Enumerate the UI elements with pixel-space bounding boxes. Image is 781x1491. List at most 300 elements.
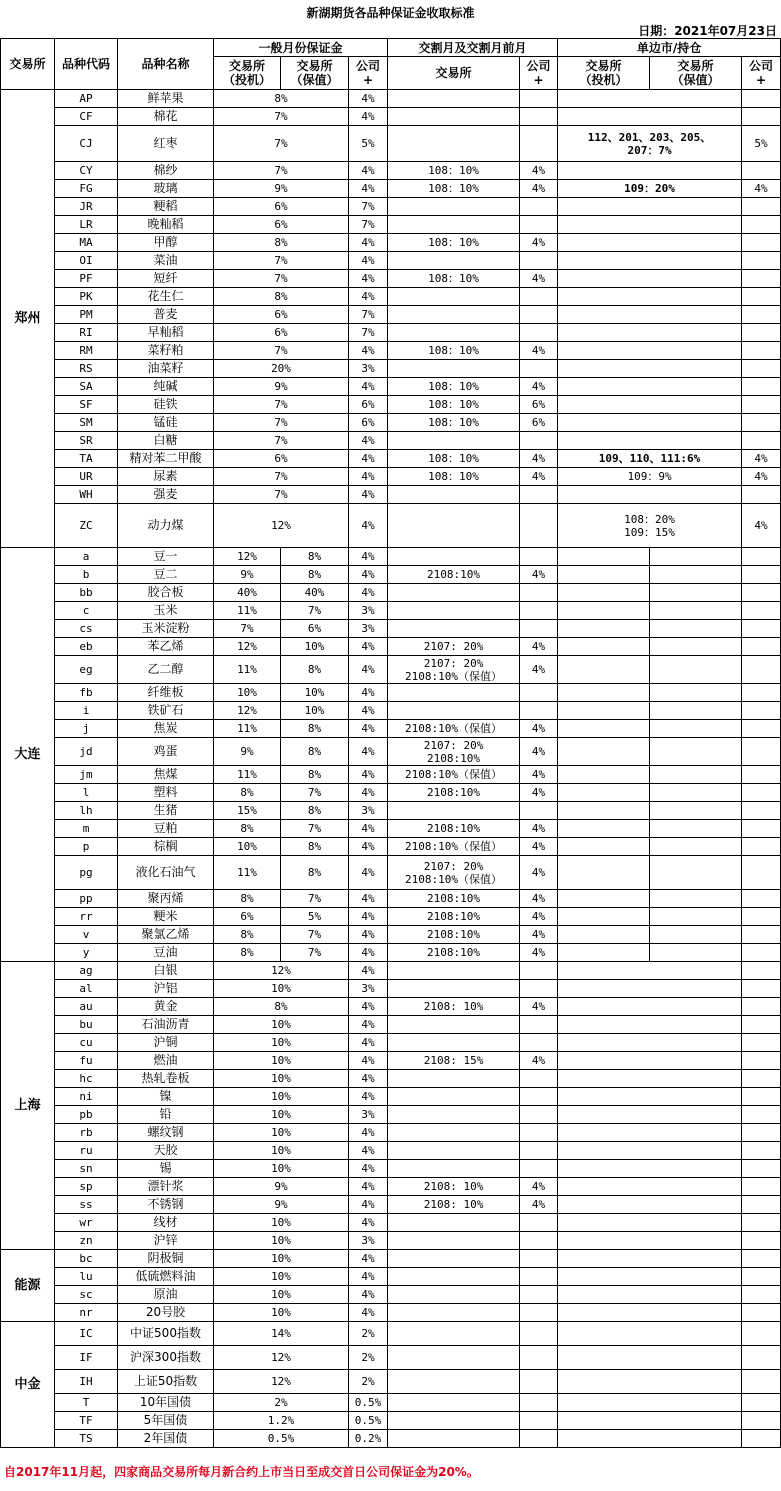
unilateral-company: [742, 216, 781, 234]
general-margin-speculative: 6%: [214, 908, 281, 926]
unilateral-company: [742, 548, 781, 566]
table-row: [1, 288, 781, 306]
general-company-margin: 3%: [349, 1232, 388, 1250]
product-name: 棉花: [118, 108, 214, 126]
header-unilateral-company: 公司 +: [742, 57, 781, 90]
general-company-margin: 4%: [349, 162, 388, 180]
product-name: 塑料: [118, 784, 214, 802]
table-row: [1, 962, 781, 980]
delivery-company-margin: 4%: [520, 566, 558, 584]
product-code: AP: [55, 90, 118, 108]
general-margin: 10%: [214, 1070, 349, 1088]
general-margin-speculative: 9%: [214, 566, 281, 584]
unilateral-margin: [558, 306, 742, 324]
delivery-company-margin: [520, 486, 558, 504]
general-company-margin: 5%: [349, 126, 388, 162]
general-margin: 10%: [214, 1304, 349, 1322]
table-row: [1, 504, 781, 548]
unilateral-margin: [558, 414, 742, 432]
product-code: SF: [55, 396, 118, 414]
delivery-margin: 2108:10%: [388, 820, 520, 838]
unilateral-margin: [558, 1304, 742, 1322]
general-company-margin: 2%: [349, 1370, 388, 1394]
unilateral-speculative: [558, 908, 650, 926]
unilateral-hedge: [650, 944, 742, 962]
general-company-margin: 4%: [349, 944, 388, 962]
table-row: [1, 396, 781, 414]
unilateral-margin: [558, 1088, 742, 1106]
table-row: [1, 1412, 781, 1430]
table-row: [1, 926, 781, 944]
product-code: RI: [55, 324, 118, 342]
product-name: 镍: [118, 1088, 214, 1106]
general-company-margin: 4%: [349, 342, 388, 360]
product-code: fb: [55, 684, 118, 702]
general-margin: 9%: [214, 378, 349, 396]
delivery-margin: [388, 602, 520, 620]
unilateral-speculative: [558, 548, 650, 566]
unilateral-speculative: [558, 684, 650, 702]
table-row: [1, 1250, 781, 1268]
product-code: eb: [55, 638, 118, 656]
unilateral-company: 4%: [742, 180, 781, 198]
general-margin: 1.2%: [214, 1412, 349, 1430]
product-code: CF: [55, 108, 118, 126]
table-row: [1, 1286, 781, 1304]
general-margin-hedge: 10%: [281, 684, 349, 702]
general-margin: 8%: [214, 90, 349, 108]
unilateral-company: [742, 926, 781, 944]
unilateral-margin: [558, 1250, 742, 1268]
unilateral-margin: [558, 1124, 742, 1142]
unilateral-company: [742, 288, 781, 306]
general-margin-hedge: 5%: [281, 908, 349, 926]
general-margin-hedge: 10%: [281, 638, 349, 656]
delivery-margin: 2108:10%（保值）: [388, 720, 520, 738]
delivery-margin: [388, 288, 520, 306]
table-row: [1, 108, 781, 126]
delivery-margin: 2108:10%: [388, 908, 520, 926]
delivery-company-margin: 4%: [520, 450, 558, 468]
delivery-company-margin: 4%: [520, 162, 558, 180]
delivery-margin: [388, 90, 520, 108]
unilateral-company: [742, 270, 781, 288]
general-margin-hedge: 7%: [281, 890, 349, 908]
delivery-margin: [388, 486, 520, 504]
unilateral-hedge: [650, 602, 742, 620]
product-code: jm: [55, 766, 118, 784]
general-company-margin: 4%: [349, 1268, 388, 1286]
unilateral-margin: [558, 1160, 742, 1178]
delivery-company-margin: 4%: [520, 838, 558, 856]
product-name: 2年国债: [118, 1430, 214, 1448]
unilateral-company: 4%: [742, 450, 781, 468]
delivery-margin: [388, 1370, 520, 1394]
unilateral-company: [742, 1304, 781, 1322]
general-margin-hedge: 7%: [281, 944, 349, 962]
delivery-margin: [388, 216, 520, 234]
general-company-margin: 4%: [349, 180, 388, 198]
delivery-margin: 2107: 20% 2108:10%（保值）: [388, 656, 520, 684]
unilateral-company: [742, 802, 781, 820]
delivery-company-margin: 4%: [520, 270, 558, 288]
product-code: SR: [55, 432, 118, 450]
unilateral-company: [742, 620, 781, 638]
general-company-margin: 4%: [349, 486, 388, 504]
general-margin-speculative: 8%: [214, 926, 281, 944]
delivery-margin: 2108: 10%: [388, 998, 520, 1016]
general-margin: 10%: [214, 1160, 349, 1178]
product-code: T: [55, 1394, 118, 1412]
table-row: [1, 1052, 781, 1070]
delivery-margin: 108：10%: [388, 468, 520, 486]
product-name: 铁矿石: [118, 702, 214, 720]
product-name: 豆油: [118, 944, 214, 962]
unilateral-company: [742, 396, 781, 414]
unilateral-margin: [558, 1268, 742, 1286]
general-margin: 10%: [214, 1052, 349, 1070]
general-company-margin: 0.2%: [349, 1430, 388, 1448]
table-row: [1, 656, 781, 684]
product-code: IC: [55, 1322, 118, 1346]
unilateral-hedge: [650, 890, 742, 908]
delivery-margin: [388, 1394, 520, 1412]
unilateral-company: [742, 1088, 781, 1106]
unilateral-company: [742, 234, 781, 252]
general-company-margin: 4%: [349, 1034, 388, 1052]
delivery-company-margin: 4%: [520, 1196, 558, 1214]
product-code: y: [55, 944, 118, 962]
product-name: 低硫燃料油: [118, 1268, 214, 1286]
delivery-margin: 2108:10%: [388, 926, 520, 944]
unilateral-speculative: [558, 738, 650, 766]
product-name: 白银: [118, 962, 214, 980]
general-margin: 7%: [214, 162, 349, 180]
general-margin: 0.5%: [214, 1430, 349, 1448]
table-row: [1, 620, 781, 638]
delivery-margin: [388, 1070, 520, 1088]
general-company-margin: 4%: [349, 1304, 388, 1322]
table-row: [1, 1178, 781, 1196]
unilateral-margin: 109：20%: [558, 180, 742, 198]
table-row: [1, 784, 781, 802]
delivery-margin: [388, 1304, 520, 1322]
general-margin: 7%: [214, 342, 349, 360]
unilateral-company: [742, 1412, 781, 1430]
general-company-margin: 7%: [349, 216, 388, 234]
delivery-margin: 108：10%: [388, 270, 520, 288]
product-code: i: [55, 702, 118, 720]
delivery-margin: [388, 1346, 520, 1370]
unilateral-company: [742, 1124, 781, 1142]
table-row: [1, 198, 781, 216]
product-name: 锰硅: [118, 414, 214, 432]
general-margin: 14%: [214, 1322, 349, 1346]
general-company-margin: 3%: [349, 802, 388, 820]
product-name: 鸡蛋: [118, 738, 214, 766]
table-row: [1, 414, 781, 432]
general-margin: 6%: [214, 306, 349, 324]
product-name: 粳稻: [118, 198, 214, 216]
product-code: fu: [55, 1052, 118, 1070]
delivery-company-margin: 4%: [520, 468, 558, 486]
unilateral-company: [742, 162, 781, 180]
product-code: v: [55, 926, 118, 944]
delivery-company-margin: 4%: [520, 1052, 558, 1070]
delivery-margin: [388, 620, 520, 638]
delivery-company-margin: [520, 1322, 558, 1346]
product-name: 甲醇: [118, 234, 214, 252]
delivery-company-margin: [520, 1304, 558, 1322]
product-name: 菜籽粕: [118, 342, 214, 360]
product-name: 聚丙烯: [118, 890, 214, 908]
product-name: 沪锌: [118, 1232, 214, 1250]
sheet-title: 新湖期货各品种保证金收取标准: [306, 6, 475, 20]
product-code: wr: [55, 1214, 118, 1232]
product-name: 沪铝: [118, 980, 214, 998]
general-margin: 8%: [214, 288, 349, 306]
general-company-margin: 4%: [349, 820, 388, 838]
table-row: [1, 1268, 781, 1286]
unilateral-hedge: [650, 820, 742, 838]
product-name: 10年国债: [118, 1394, 214, 1412]
product-code: jd: [55, 738, 118, 766]
general-company-margin: 4%: [349, 784, 388, 802]
product-name: 沪铜: [118, 1034, 214, 1052]
header-delivery-month: 交割月及交割月前月: [388, 39, 558, 57]
table-row: [1, 1232, 781, 1250]
product-code: au: [55, 998, 118, 1016]
general-company-margin: 6%: [349, 414, 388, 432]
general-margin: 6%: [214, 450, 349, 468]
general-company-margin: 6%: [349, 396, 388, 414]
product-name: 20号胶: [118, 1304, 214, 1322]
delivery-margin: [388, 802, 520, 820]
product-name: 纯碱: [118, 378, 214, 396]
exchange-group-dalian: 大连: [1, 548, 55, 962]
product-code: pp: [55, 890, 118, 908]
delivery-margin: 2108: 10%: [388, 1178, 520, 1196]
product-name: 短纤: [118, 270, 214, 288]
general-margin-hedge: 8%: [281, 856, 349, 890]
delivery-company-margin: 4%: [520, 890, 558, 908]
product-name: 焦炭: [118, 720, 214, 738]
product-code: TF: [55, 1412, 118, 1430]
table-row: [1, 720, 781, 738]
general-margin-hedge: 8%: [281, 766, 349, 784]
unilateral-company: [742, 432, 781, 450]
general-margin: 10%: [214, 1016, 349, 1034]
delivery-company-margin: [520, 1016, 558, 1034]
general-margin: 12%: [214, 962, 349, 980]
product-code: SA: [55, 378, 118, 396]
general-company-margin: 4%: [349, 684, 388, 702]
delivery-company-margin: [520, 1160, 558, 1178]
delivery-company-margin: [520, 504, 558, 548]
delivery-company-margin: [520, 1070, 558, 1088]
general-margin-hedge: 6%: [281, 620, 349, 638]
unilateral-company: [742, 702, 781, 720]
delivery-margin: 2108:10%: [388, 566, 520, 584]
table-row: [1, 684, 781, 702]
unilateral-speculative: [558, 602, 650, 620]
general-company-margin: 4%: [349, 1070, 388, 1088]
delivery-company-margin: [520, 980, 558, 998]
product-code: a: [55, 548, 118, 566]
table-row: [1, 1430, 781, 1448]
table-row: [1, 360, 781, 378]
general-company-margin: 4%: [349, 856, 388, 890]
header-unilateral: 单边市/持仓: [558, 39, 781, 57]
general-margin-hedge: 7%: [281, 784, 349, 802]
product-name: 棕榈: [118, 838, 214, 856]
delivery-company-margin: 4%: [520, 378, 558, 396]
product-name: 线材: [118, 1214, 214, 1232]
unilateral-margin: [558, 1016, 742, 1034]
general-margin: 6%: [214, 198, 349, 216]
general-margin: 10%: [214, 980, 349, 998]
delivery-margin: [388, 1016, 520, 1034]
product-code: UR: [55, 468, 118, 486]
unilateral-speculative: [558, 944, 650, 962]
product-code: ZC: [55, 504, 118, 548]
unilateral-company: [742, 1196, 781, 1214]
general-margin: 20%: [214, 360, 349, 378]
table-row: [1, 738, 781, 766]
general-company-margin: 3%: [349, 360, 388, 378]
delivery-margin: [388, 1214, 520, 1232]
unilateral-company: [742, 998, 781, 1016]
delivery-company-margin: [520, 1346, 558, 1370]
delivery-company-margin: 4%: [520, 738, 558, 766]
product-code: nr: [55, 1304, 118, 1322]
product-code: ni: [55, 1088, 118, 1106]
unilateral-margin: [558, 1052, 742, 1070]
delivery-margin: [388, 548, 520, 566]
general-company-margin: 4%: [349, 468, 388, 486]
product-name: 5年国债: [118, 1412, 214, 1430]
delivery-company-margin: [520, 1268, 558, 1286]
unilateral-margin: [558, 486, 742, 504]
unilateral-margin: [558, 360, 742, 378]
general-company-margin: 2%: [349, 1322, 388, 1346]
header-delivery-company: 公司 +: [520, 57, 558, 90]
unilateral-company: 4%: [742, 468, 781, 486]
delivery-company-margin: [520, 1088, 558, 1106]
margin-table: [0, 38, 781, 1448]
product-name: 强麦: [118, 486, 214, 504]
delivery-margin: [388, 360, 520, 378]
delivery-margin: 2108:10%: [388, 890, 520, 908]
delivery-margin: [388, 1430, 520, 1448]
product-code: sn: [55, 1160, 118, 1178]
header-general-speculative: 交易所 （投机）: [214, 57, 281, 90]
product-name: 乙二醇: [118, 656, 214, 684]
table-row: [1, 306, 781, 324]
general-margin: 10%: [214, 1142, 349, 1160]
unilateral-company: [742, 306, 781, 324]
product-code: RS: [55, 360, 118, 378]
delivery-company-margin: [520, 126, 558, 162]
unilateral-speculative: [558, 584, 650, 602]
unilateral-margin: [558, 324, 742, 342]
table-row: [1, 584, 781, 602]
unilateral-hedge: [650, 738, 742, 766]
delivery-margin: [388, 1412, 520, 1430]
product-name: 早籼稻: [118, 324, 214, 342]
table-row: [1, 566, 781, 584]
unilateral-margin: [558, 90, 742, 108]
unilateral-company: [742, 784, 781, 802]
unilateral-margin: [558, 432, 742, 450]
table-row: [1, 856, 781, 890]
unilateral-company: [742, 1016, 781, 1034]
table-row: [1, 1196, 781, 1214]
table-row: [1, 270, 781, 288]
unilateral-margin: [558, 288, 742, 306]
general-margin: 2%: [214, 1394, 349, 1412]
delivery-margin: [388, 504, 520, 548]
delivery-company-margin: [520, 802, 558, 820]
table-row: [1, 1142, 781, 1160]
unilateral-margin: [558, 980, 742, 998]
delivery-margin: [388, 1232, 520, 1250]
unilateral-margin: [558, 108, 742, 126]
unilateral-speculative: [558, 566, 650, 584]
delivery-margin: 2107: 20% 2108:10%: [388, 738, 520, 766]
delivery-company-margin: [520, 1394, 558, 1412]
unilateral-speculative: [558, 784, 650, 802]
unilateral-hedge: [650, 584, 742, 602]
general-margin: 9%: [214, 1178, 349, 1196]
product-code: TS: [55, 1430, 118, 1448]
product-code: PM: [55, 306, 118, 324]
product-name: 生猪: [118, 802, 214, 820]
product-code: SM: [55, 414, 118, 432]
delivery-margin: [388, 1106, 520, 1124]
general-company-margin: 3%: [349, 1106, 388, 1124]
product-name: 原油: [118, 1286, 214, 1304]
delivery-company-margin: [520, 1412, 558, 1430]
product-code: rb: [55, 1124, 118, 1142]
general-margin: 7%: [214, 468, 349, 486]
unilateral-company: [742, 1322, 781, 1346]
exchange-group-cffex: 中金: [1, 1322, 55, 1448]
product-name: 燃油: [118, 1052, 214, 1070]
general-company-margin: 3%: [349, 980, 388, 998]
product-name: 锡: [118, 1160, 214, 1178]
unilateral-margin: [558, 1142, 742, 1160]
delivery-company-margin: 4%: [520, 234, 558, 252]
general-margin-hedge: 8%: [281, 656, 349, 684]
table-row: [1, 1322, 781, 1346]
unilateral-margin: 109、110、111:6%: [558, 450, 742, 468]
general-margin-hedge: 8%: [281, 802, 349, 820]
unilateral-company: [742, 890, 781, 908]
product-code: LR: [55, 216, 118, 234]
product-name: 鲜苹果: [118, 90, 214, 108]
general-margin: 10%: [214, 1124, 349, 1142]
delivery-company-margin: 4%: [520, 944, 558, 962]
product-code: TA: [55, 450, 118, 468]
general-margin-speculative: 11%: [214, 656, 281, 684]
delivery-margin: 108：10%: [388, 180, 520, 198]
unilateral-company: [742, 944, 781, 962]
unilateral-hedge: [650, 702, 742, 720]
table-row: [1, 90, 781, 108]
product-code: CJ: [55, 126, 118, 162]
unilateral-hedge: [650, 766, 742, 784]
